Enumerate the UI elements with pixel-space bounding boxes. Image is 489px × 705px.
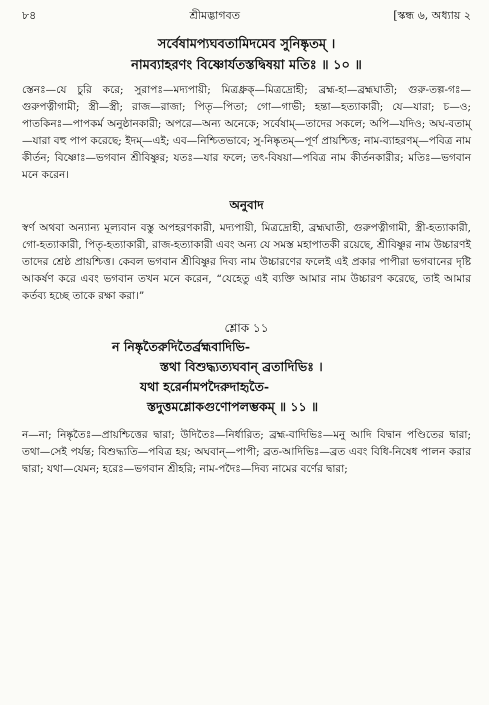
translation-10: স্বর্ণ অথবা অন্যান্য মূল্যবান বস্তু অপহরণকারী, মদ্যপায়ী, মিত্রদ্রোহী, ব্রহ্মঘাতী, গুরুপত্নীগামী, স্ত্রী-হত্যাকারী, গো-হত্যাকারী, পিতৃ-হত্যাকারী, রাজ-হত্যাকারী এবং অন্য যে সমস্ত মহাপাতকী রয়েছে, শ্রীবিষ্ণুর নাম উচ্চারণই তাদের শ্রেষ্ঠ প্রায়শ্চিত্ত। কেবল ভগবান শ্রীবিষ্ণুর দিব্য নাম উচ্চারণের ফলেই এই প্রকার পাপীরা ভগবানের দৃষ্টি আকর্ষণ করে এবং ভগবান তখন মনে করেন, “যেহেতু এই ব্যক্তি আমার নাম উচ্চারণ করেছে, তাই আমার কর্তব্য হচ্ছে তাকে রক্ষা করা।” (22, 222, 471, 302)
synonyms-10: স্তেনঃ—যে চুরি করে; সুরাপঃ—মদ্যপায়ী; মিত্রধ্রুক্—মিত্রদ্রোহী; ব্রহ্ম-হা—ব্রহ্মঘাতী; গুরু-তল্প-গঃ—গুরুপত্নীগামী; স্ত্রী—স্ত্রী; রাজ—রাজা; পিতৃ—পিতা; গো—গাভী; হন্তা—হত্যাকারী; যে—যারা; চ—ও; পাতকিনঃ—পাপকর্ম অনুষ্ঠানকারী; অপরে—অন্য অনেকে; সর্বেষাম্—তাদের সকলে; অপি—যদিও; অঘ-বতাম্—যারা বহু পাপ করেছে; ইদম্—এই; এব—নিশ্চিতভাবে; সু-নিষ্কৃতম্—পূর্ণ প্রায়শ্চিত্ত; নাম-ব্যাহরণম্—পবিত্র নাম কীর্তন; বিষ্ণোঃ—ভগবান শ্রীবিষ্ণুর; যতঃ—যার ফলে; তৎ-বিষয়া—পবিত্র নাম কীর্তনকারীর; মতিঃ—ভগবান মনে করেন। (22, 84, 471, 181)
verse-10 (22, 34, 471, 76)
verse-10-line-2: নামব্যাহরণং বিষ্ণোর্যতস্তদ্বিষয়া মতিঃ ॥ ১০ ॥ (131, 58, 362, 73)
verse-11-line-1: ন নিষ্কৃতৈরুদিতৈর্ব্রহ্মবাদিভি- (112, 339, 251, 354)
sloka-11-title: শ্লোক ১১ (224, 321, 269, 335)
page-number: ৮৪ (22, 9, 37, 22)
verse-10-line-1: সর্বেষামপ্যঘবতামিদমেব সুনিষ্কৃতম্ । (157, 37, 336, 52)
synonyms-11: ন—না; নিষ্কৃতৈঃ—প্রায়শ্চিত্তের দ্বারা; উদিতৈঃ—নির্ধারিত; ব্রহ্ম-বাদিভিঃ—মনু আদি বিদ্বান পণ্ডিতের দ্বারা; তথা—সেই পর্যন্ত; বিশুদ্ধ্যতি—পবিত্র হয়; অঘবান্—পাপী; ব্রত-আদিভিঃ—ব্রত এবং বিধি-নিষেধ পালন করার দ্বারা; যথা—যেমন; হরেঃ—ভগবান শ্রীহরি; নাম-পদৈঃ—দিব্য নামের বর্ণের দ্বারা; (22, 429, 471, 475)
verse-11-line-4: স্তদুত্তমশ্লোকগুণোপলম্ভকম্ ॥ ১১ ॥ (147, 399, 319, 414)
book-title: শ্রীমদ্ভাগবত (189, 9, 240, 22)
verse-11-line-3: যথা হরের্নামপদৈরুদাহৃতৈ- (140, 379, 270, 394)
verse-11-line-2: স্তথা বিশুদ্ধ্যত্যঘবান্ ব্রতাদিভিঃ । (160, 359, 323, 374)
page-header (22, 8, 471, 26)
verse-11 (22, 337, 471, 417)
translation-heading: অনুবাদ (229, 198, 264, 212)
chapter-reference: [স্কন্ধ ৬, অধ্যায় ২ (393, 9, 471, 22)
